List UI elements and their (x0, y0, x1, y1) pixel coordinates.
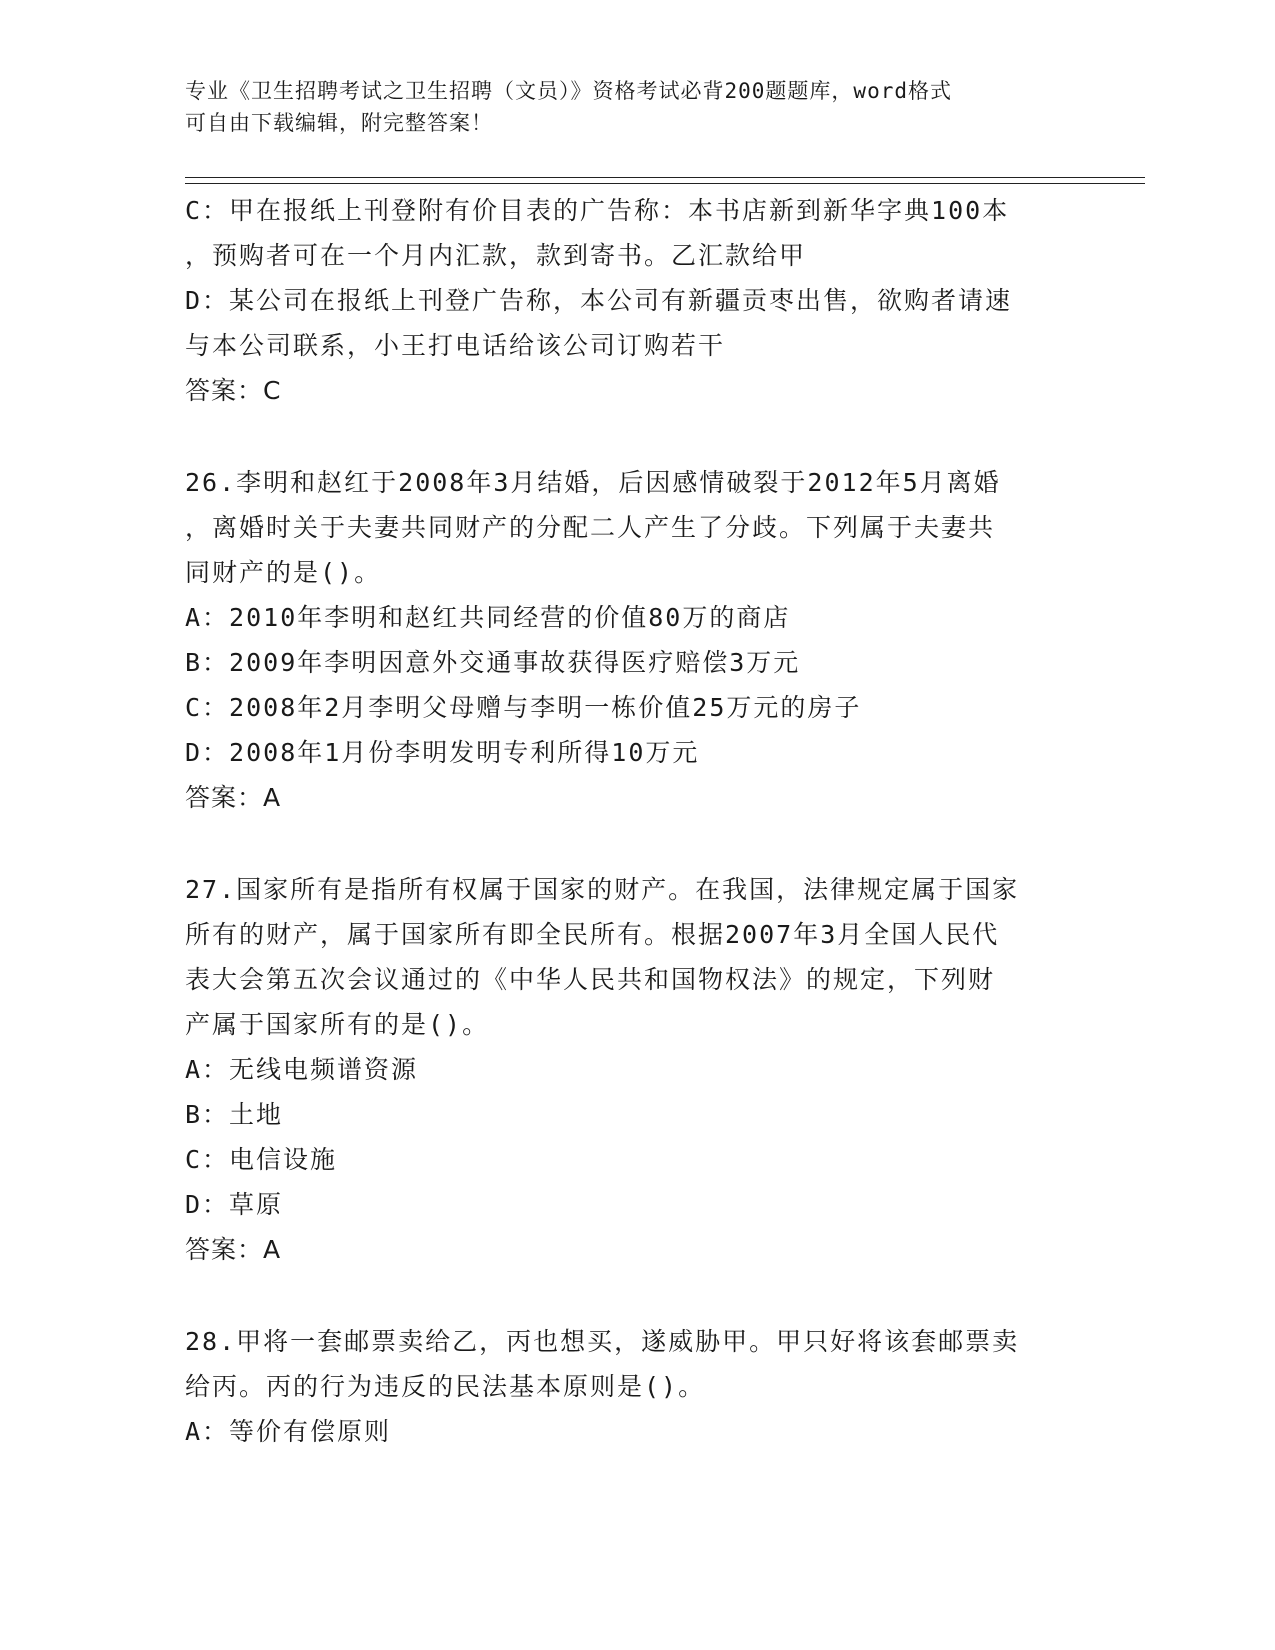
option-c: C：电信设施 (185, 1145, 338, 1174)
question-27 (185, 867, 1085, 1272)
option-c-line-1: C：甲在报纸上刊登附有价目表的广告称：本书店新到新华字典100本 (185, 196, 1010, 225)
option-a: A：2010年李明和赵红共同经营的价值80万的商店 (185, 603, 791, 632)
question-stem-line-2: 所有的财产，属于国家所有即全民所有。根据2007年3月全国人民代 (185, 920, 1000, 949)
option-c: C：2008年2月李明父母赠与李明一栋价值25万元的房子 (185, 693, 862, 722)
question-25-continued (185, 188, 1085, 413)
option-a: A：等价有偿原则 (185, 1417, 392, 1446)
option-d-line-1: D：某公司在报纸上刊登广告称，本公司有新疆贡枣出售，欲购者请速 (185, 286, 1013, 315)
spacer (185, 820, 1085, 867)
answer-label: 答案：A (185, 1235, 282, 1264)
question-stem-line-3: 同财产的是()。 (185, 558, 382, 587)
page-header (185, 75, 1075, 139)
option-d: D：2008年1月份李明发明专利所得10万元 (185, 738, 700, 767)
header-title-line-2: 可自由下载编辑，附完整答案！ (185, 111, 493, 135)
option-d-line-2: 与本公司联系，小王打电话给该公司订购若干 (185, 331, 726, 360)
header-title-line-1: 专业《卫生招聘考试之卫生招聘（文员）》资格考试必背200题题库，word格式 (185, 79, 952, 103)
header-divider (185, 177, 1145, 184)
question-26 (185, 460, 1085, 820)
option-a: A：无线电频谱资源 (185, 1055, 419, 1084)
question-stem-line-4: 产属于国家所有的是()。 (185, 1010, 490, 1039)
document-body (185, 188, 1085, 1454)
question-stem-line-1: 26.李明和赵红于2008年3月结婚，后因感情破裂于2012年5月离婚 (185, 468, 1001, 497)
option-d: D：草原 (185, 1190, 284, 1219)
question-stem-line-2: 给丙。丙的行为违反的民法基本原则是()。 (185, 1372, 706, 1401)
question-stem-line-3: 表大会第五次会议通过的《中华人民共和国物权法》的规定，下列财 (185, 965, 996, 994)
question-28 (185, 1319, 1085, 1454)
option-c-line-2: ，预购者可在一个月内汇款，款到寄书。乙汇款给甲 (185, 241, 807, 270)
option-b: B：2009年李明因意外交通事故获得医疗赔偿3万元 (185, 648, 801, 677)
option-b: B：土地 (185, 1100, 284, 1129)
answer-label: 答案：A (185, 783, 282, 812)
spacer (185, 413, 1085, 460)
spacer (185, 1272, 1085, 1319)
answer-label: 答案：C (185, 376, 282, 405)
question-stem-line-1: 27.国家所有是指所有权属于国家的财产。在我国，法律规定属于国家 (185, 875, 1020, 904)
question-stem-line-1: 28.甲将一套邮票卖给乙，丙也想买，遂威胁甲。甲只好将该套邮票卖 (185, 1327, 1020, 1356)
question-stem-line-2: ，离婚时关于夫妻共同财产的分配二人产生了分歧。下列属于夫妻共 (185, 513, 996, 542)
